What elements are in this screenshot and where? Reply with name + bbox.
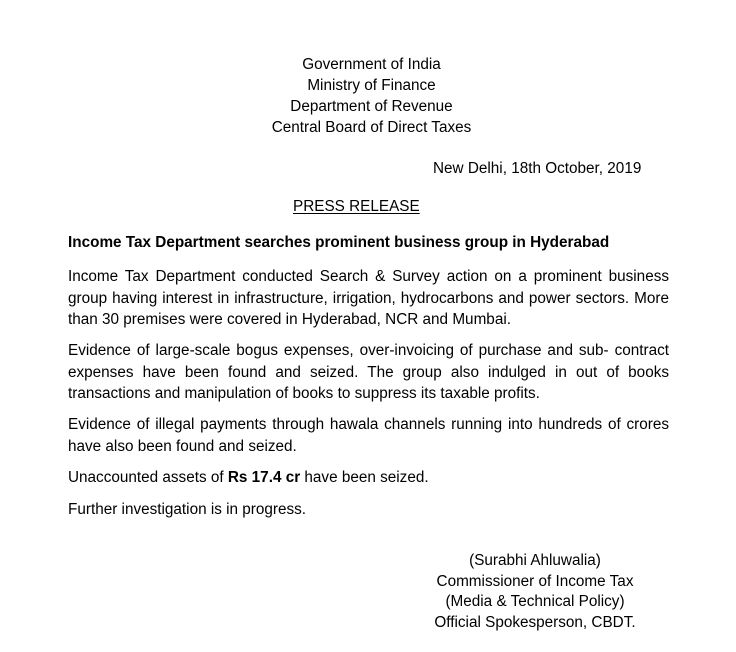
signatory-department: (Media & Technical Policy) <box>445 593 625 610</box>
signatory-title: Commissioner of Income Tax <box>436 572 634 590</box>
dateline: New Delhi, 18th October, 2019 <box>433 160 642 177</box>
paragraph-hawala-payments: Evidence of illegal payments through hawala channels running into hundreds of crores have also been found and seized. <box>68 416 669 455</box>
signatory-role: Official Spokesperson, CBDT. <box>434 613 636 631</box>
header-board: Central Board of Direct Taxes <box>271 119 472 136</box>
paragraph-unaccounted-assets <box>68 467 669 489</box>
paragraph-bogus-expenses: Evidence of large-scale bogus expenses, over-invoicing of purchase and sub- contract expenses have been found and seized. The group also indulged in out of books transactions and manipulation of books to suppress its taxable profits. <box>68 342 669 402</box>
letterhead <box>0 54 736 138</box>
header-department: Department of Revenue <box>290 98 453 115</box>
paragraph-investigation: Further investigation is in progress. <box>68 501 307 518</box>
header-government: Government of India <box>302 56 441 73</box>
assets-amount: Rs 17.4 cr <box>227 469 301 486</box>
headline: Income Tax Department searches prominent business group in Hyderabad <box>68 234 610 251</box>
assets-prefix: Unaccounted assets of <box>68 469 228 486</box>
press-release-label: PRESS RELEASE <box>293 198 420 215</box>
signatory-name: (Surabhi Ahluwalia) <box>469 552 601 569</box>
assets-suffix: have been seized. <box>300 469 429 486</box>
header-ministry: Ministry of Finance <box>307 77 436 94</box>
signature-block <box>424 551 646 633</box>
paragraph-search-action: Income Tax Department conducted Search & Survey action on a prominent business group having interest in infrastructure, irrigation, hydrocarbons and power sectors. More than 30 premises were covered in Hyderabad, NCR and Mumbai. <box>68 268 669 328</box>
